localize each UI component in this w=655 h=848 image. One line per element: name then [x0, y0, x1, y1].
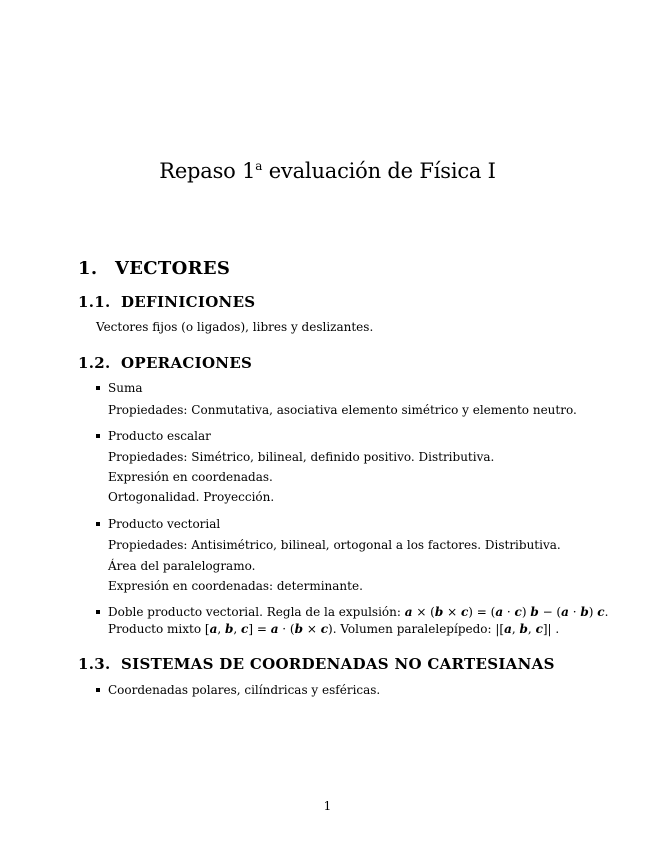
- escalar-ortogonalidad: Ortogonalidad. Proyección.: [108, 490, 275, 504]
- escalar-coordenadas: Expresión en coordenadas.: [108, 470, 273, 484]
- list-item-producto-escalar: Producto escalar: [108, 429, 211, 443]
- list-item-coordenadas: Coordenadas polares, cilíndricas y esféricas.: [108, 683, 381, 697]
- definiciones-text: Vectores fijos (o ligados), libres y deslizantes.: [96, 320, 374, 334]
- subsection-heading-coordenadas: 1.3. SISTEMAS DE COORDENADAS NO CARTESIANAS: [78, 655, 555, 673]
- bullet-icon: [96, 610, 100, 614]
- list-item-producto-vectorial: Producto vectorial: [108, 517, 221, 531]
- doble-producto-line: Doble producto vectorial. Regla de la expulsión: a × (b × c) = (a · c) b − (a · b) c.: [108, 605, 609, 619]
- producto-mixto-line: Producto mixto [a, b, c] = a · (b × c). Volumen paralelepípedo: |[a, b, c]| .: [108, 622, 560, 636]
- vectorial-propiedades: Propiedades: Antisimétrico, bilineal, ortogonal a los factores. Distributiva.: [108, 538, 561, 552]
- subsection-heading-definiciones: 1.1. DEFINICIONES: [78, 293, 256, 311]
- suma-propiedades: Propiedades: Conmutativa, asociativa elemento simétrico y elemento neutro.: [108, 403, 577, 417]
- escalar-propiedades: Propiedades: Simétrico, bilineal, definido positivo. Distributiva.: [108, 450, 495, 464]
- bullet-icon: [96, 688, 100, 692]
- section-heading-vectores: 1. VECTORES: [78, 258, 231, 279]
- list-item-suma: Suma: [108, 381, 143, 395]
- bullet-icon: [96, 386, 100, 390]
- vectorial-area: Área del paralelogramo.: [108, 559, 256, 573]
- document-title: Repaso 1$^a$ evaluación de Física I: [159, 159, 496, 183]
- vectorial-coordenadas: Expresión en coordenadas: determinante.: [108, 579, 363, 593]
- bullet-icon: [96, 434, 100, 438]
- bullet-icon: [96, 522, 100, 526]
- subsection-heading-operaciones: 1.2. OPERACIONES: [78, 354, 253, 372]
- page-number: 1: [323, 799, 332, 813]
